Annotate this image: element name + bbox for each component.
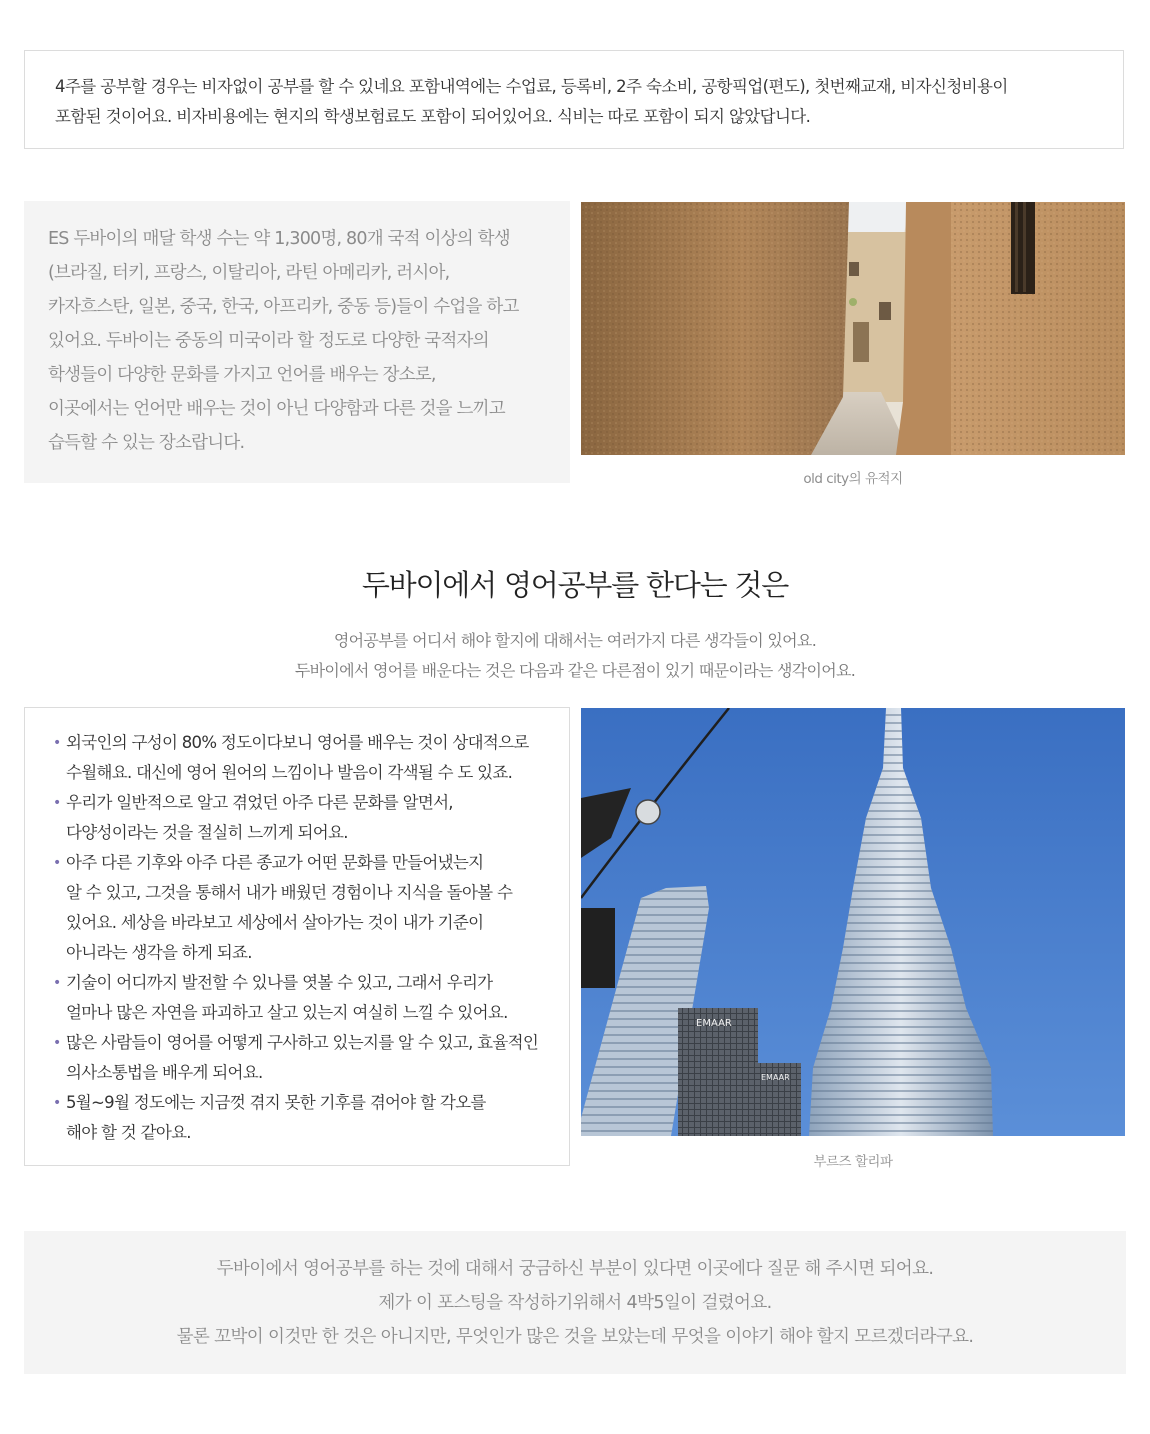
intro-box [24, 50, 1124, 149]
list-item-line: 있어요. 세상을 바라보고 세상에서 살아가는 것이 내가 기준이 [66, 913, 484, 932]
list-item [55, 788, 565, 848]
list-item-line: 해야 할 것 같아요. [66, 1123, 191, 1142]
bullet-icon: • [53, 975, 61, 991]
closing-box [24, 1231, 1126, 1374]
list-item-line: 외국인의 구성이 80% 정도이다보니 영어를 배우는 것이 상대적으로 [66, 733, 529, 752]
list-item [55, 1028, 565, 1088]
section-subtitle-1: 영어공부를 어디서 해야 할지에 대해서는 여러가지 다른 생각들이 있어요. [333, 631, 817, 650]
school-info-line: 습득할 수 있는 장소랍니다. [48, 433, 245, 453]
old-city-illustration [581, 202, 1125, 455]
closing-line-2: 제가 이 포스팅을 작성하기위해서 4박5일이 걸렸어요. [378, 1293, 772, 1313]
intro-text [55, 72, 1105, 132]
section-subtitle-2: 두바이에서 영어를 배운다는 것은 다음과 같은 다른점이 있기 때문이라는 생각이어요. [294, 661, 856, 680]
list-item-line: 아니라는 생각을 하게 되죠. [66, 943, 252, 962]
list-item [55, 968, 565, 1028]
list-item [55, 728, 565, 788]
school-info-box [24, 201, 570, 483]
school-info-line: ES 두바이의 매달 학생 수는 약 1,300명, 80개 국적 이상의 학생 [48, 229, 510, 249]
bullet-icon: • [53, 795, 61, 811]
list-item-line: 의사소통법을 배우게 되어요. [66, 1063, 263, 1082]
bullet-icon: • [53, 1095, 61, 1111]
closing-line-1: 두바이에서 영어공부를 하는 것에 대해서 궁금하신 부분이 있다면 이곳에다 질문 해 주시면 되어요. [216, 1259, 934, 1279]
list-item-line: 5월~9월 정도에는 지금껏 겪지 못한 기후를 겪어야 할 각오를 [66, 1093, 486, 1112]
burj-khalifa-caption: 부르즈 할리파 [813, 1154, 893, 1170]
emaar-sign-1: EMAAR [696, 1018, 732, 1029]
intro-line-1: 4주를 공부할 경우는 비자없이 공부를 할 수 있네요 포함내역에는 수업료, 등록비, 2주 숙소비, 공항픽업(편도), 첫번째교재, 비자신청비용이 [55, 77, 1008, 96]
school-info-text [48, 222, 548, 460]
school-info-line: 이곳에서는 언어만 배우는 것이 아닌 다양함과 다른 것을 느끼고 [48, 399, 505, 419]
list-item-line: 얼마나 많은 자연을 파괴하고 살고 있는지 여실히 느낄 수 있어요. [66, 1003, 508, 1022]
list-item [55, 1088, 565, 1148]
list-item-line: 우리가 일반적으로 알고 겪었던 아주 다른 문화를 알면서, [66, 793, 453, 812]
intro-line-2: 포함된 것이어요. 비자비용에는 현지의 학생보험료도 포함이 되어있어요. 식비는 따로 포함이 되지 않았답니다. [55, 107, 811, 126]
burj-khalifa-photo [581, 708, 1125, 1136]
points-box [24, 707, 570, 1166]
section-title: 두바이에서 영어공부를 한다는 것은 [361, 568, 789, 602]
bullet-icon: • [53, 1035, 61, 1051]
bullet-icon: • [53, 735, 61, 751]
points-list [55, 728, 565, 1148]
list-item-line: 기술이 어디까지 발전할 수 있나를 엿볼 수 있고, 그래서 우리가 [66, 973, 493, 992]
list-item-line: 아주 다른 기후와 아주 다른 종교가 어떤 문화를 만들어냈는지 [66, 853, 484, 872]
burj-khalifa-illustration [581, 708, 1125, 1136]
old-city-photo [581, 202, 1125, 455]
list-item-line: 알 수 있고, 그것을 통해서 내가 배웠던 경험이나 지식을 돌아볼 수 [66, 883, 513, 902]
old-city-caption: old city의 유적지 [803, 471, 903, 487]
school-info-line: 학생들이 다양한 문화를 가지고 언어를 배우는 장소로, [48, 365, 436, 385]
list-item [55, 848, 565, 968]
emaar-sign-2: EMAAR [761, 1073, 790, 1082]
school-info-line: 카자흐스탄, 일본, 중국, 한국, 아프리카, 중동 등)들이 수업을 하고 [48, 297, 519, 317]
list-item-line: 수월해요. 대신에 영어 원어의 느낌이나 발음이 각색될 수 도 있죠. [66, 763, 513, 782]
list-item-line: 다양성이라는 것을 절실히 느끼게 되어요. [66, 823, 348, 842]
bullet-icon: • [53, 855, 61, 871]
school-info-line: (브라질, 터키, 프랑스, 이탈리아, 라틴 아메리카, 러시아, [48, 263, 450, 283]
school-info-line: 있어요. 두바이는 중동의 미국이라 할 정도로 다양한 국적자의 [48, 331, 489, 351]
list-item-line: 많은 사람들이 영어를 어떻게 구사하고 있는지를 알 수 있고, 효율적인 [66, 1033, 539, 1052]
closing-line-3: 물론 꼬박이 이것만 한 것은 아니지만, 무엇인가 많은 것을 보았는데 무엇을 이야기 해야 할지 모르겠더라구요. [176, 1327, 974, 1347]
